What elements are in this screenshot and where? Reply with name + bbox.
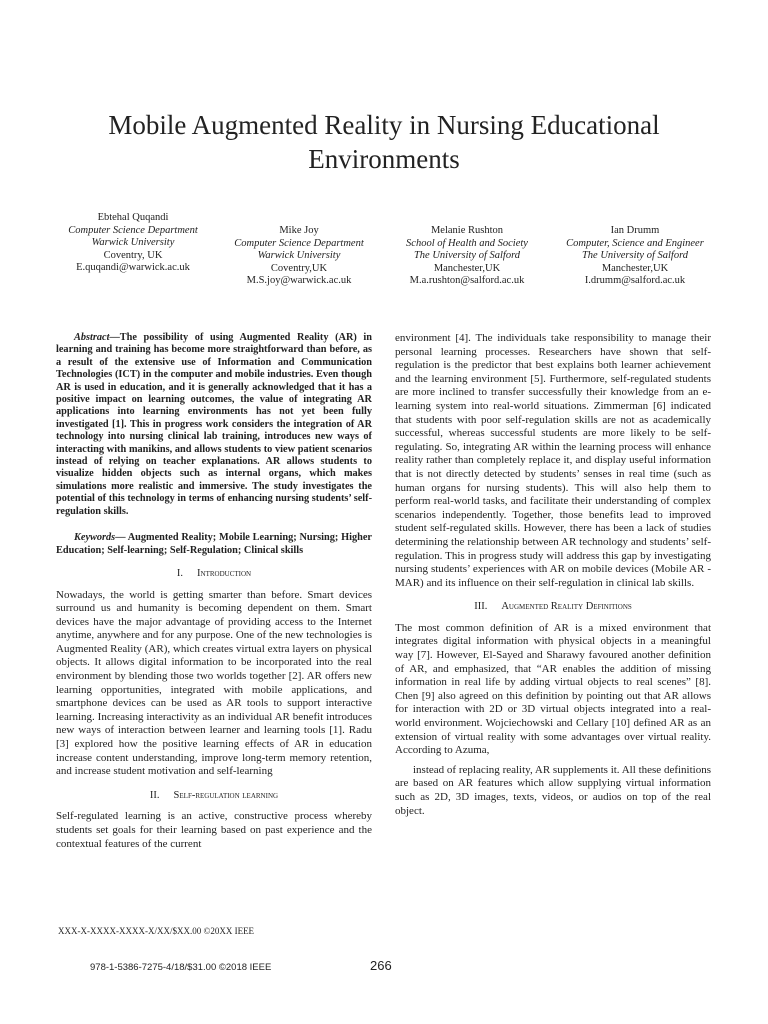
keywords-text: — Augmented Reality; Mobile Learning; Nursing; Higher Education; Self-learning; Self-Regulation; Clinical skills (56, 532, 372, 556)
author-email[interactable]: M.S.joy@warwick.ac.uk (246, 275, 352, 286)
abstract (56, 332, 372, 518)
section-heading-ar-definitions (395, 600, 711, 614)
ar-definitions-text: The most common definition of AR is a mixed environment that integrates digital information with physical objects in a meaningful way [7]. However, El-Sayed and Sharawy favoured another definition of AR, and emphasized, that “AR enables the addition of missing information in real life by adding virtual objects to real scenes” [8]. Chen [9] also agreed on this definition by pointing out that AR allows for interaction with 2D or 3D virtual objects integrated into a real-world environment. Wojciechowski and Cellary [10] defined AR as an extension of virtual reality with some advantages over virtual reality. According to Azuma, (395, 621, 711, 757)
author-dept: Computer Science Department (234, 237, 364, 249)
author-location: Coventry,UK (270, 262, 328, 274)
section-number: III. (474, 601, 488, 613)
author-block (218, 225, 380, 288)
author-org: The University of Salford (413, 250, 521, 261)
keywords (56, 532, 372, 557)
author-email[interactable]: I.drumm@salford.ac.uk (584, 275, 686, 286)
keywords-label: Keywords (74, 532, 116, 544)
section-heading-self-regulation (56, 789, 372, 803)
author-location: Manchester,UK (601, 262, 669, 274)
author-org: Warwick University (91, 237, 175, 248)
author-block (52, 212, 214, 275)
author-dept: School of Health and Society (406, 237, 528, 249)
author-name: Melanie Rushton (430, 225, 504, 236)
left-column (56, 332, 372, 851)
author-name: Ian Drumm (610, 225, 660, 236)
author-location: Manchester,UK (433, 262, 501, 274)
abstract-text: —The possibility of using Augmented Reality (AR) in learning and training has become more straightforward than before, as a result of the extensive use of Information and Communication Technologies (ICT) in the computer and mobile industries. Even though AR is used in education, and it is generally acknowledged that it has a positive impact on learning outcomes, the value of integrating AR applications into learning environments has not yet been fully investigated [1]. This in progress work considers the integration of AR technology into nursing clinical lab training, introduces new ways of interacting with manikins, and allows students to view patient scenarios instead of relying on teacher explanations. AR allows students to visualize hidden objects such as internal organs, which makes simulations more realistic and immersive. The study investigates the potential of this technology in terms of enhancing nursing students’ self-regulation skills. (56, 332, 372, 517)
section-title: Augmented Reality Definitions (501, 601, 632, 613)
author-email[interactable]: M.a.rushton@salford.ac.uk (409, 275, 525, 286)
section-title: Self-regulation learning (173, 789, 279, 801)
ar-definitions-text-continued: instead of replacing reality, AR supplements it. All these definitions are based on AR features which allow supplying virtual information such as 2D, 3D images, texts, videos, or audios on top of the real object. (395, 763, 711, 817)
page-number: 266 (370, 958, 392, 973)
self-regulation-text-continued: environment [4]. The individuals take responsibility to manage their personal learning processes. Researchers have shown that self-regulation is the predictor that best explains both learner achievement and the learning environment [5]. Furthermore, self-regulated students are more inclined to transfer successfully their knowledge from an e-learning system into real-world situations. Zimmerman [6] indicated that students with poor self-regulation skills are not as academically successful, whereas successful students are more likely to be self-regulating. So, integrating AR within the learning process will enhance reality rather than completely replace it, and display useful information that is not directly detected by students’ senses in real time (such as human organs for nursing students). This will also help them to perform real-world tasks, and facilitate their understanding of complex scenarios independently. Together, those benefits lead to improved student self-regulated skills. However, there has been a lack of studies determining the relationship between AR technology and students’ self-regulation. This in progress study will address this gap by investigating nursing students’ experiences with AR on mobile devices (Mobile AR - MAR) and its influence on their self-regulation in clinical lab skills. (395, 332, 711, 589)
section-heading-introduction (56, 567, 372, 581)
author-name: Mike Joy (279, 225, 319, 236)
author-email[interactable]: E.quqandi@warwick.ac.uk (76, 262, 190, 273)
author-location: Coventry, UK (103, 249, 163, 261)
self-regulation-text: Self-regulated learning is an active, constructive process whereby students set goals for their learning based on past experience and the contextual features of the current (56, 810, 372, 850)
abstract-label: Abstract (74, 332, 110, 343)
footer-copyright-placeholder: XXX-X-XXXX-XXXX-X/XX/$XX.00 ©20XX IEEE (58, 926, 255, 936)
footer-isbn: 978-1-5386-7275-4/18/$31.00 ©2018 IEEE (90, 962, 272, 973)
author-block (552, 225, 718, 288)
section-title: Introduction (197, 567, 252, 579)
right-column (395, 332, 711, 818)
section-number: II. (149, 789, 160, 801)
author-org: Warwick University (257, 250, 341, 261)
author-org: The University of Salford (581, 250, 689, 261)
author-name: Ebtehal Quqandi (97, 212, 169, 223)
paper-title: Mobile Augmented Reality in Nursing Educational Environments (108, 110, 660, 174)
introduction-text: Nowadays, the world is getting smarter than before. Smart devices surround us and humanity is becoming dependent on them. Smart devices have the major advantage of providing access to the Internet anytime, anywhere and for any purpose. One of the new technologies is Augmented Reality (AR), which creates virtual extra layers on physical objects. It allows digital information to be incorporated into the real environment by blending those two worlds together [2]. AR offers new learning opportunities, integrated with mobile applications, and smartphone devices can be used as AR tools to support interactive learning. Increasing interactivity as an individual AR benefit introduces new ways of interaction between learner and learning tools [1]. Radu [3] explored how the positive learning effects of AR in education increase content understanding, improve long-term memory retention, and increase student motivation and self-learning (56, 588, 372, 778)
author-block (386, 225, 548, 288)
author-dept: Computer Science Department (68, 224, 198, 236)
author-dept: Computer, Science and Engineer (566, 237, 704, 249)
section-number: I. (176, 567, 184, 579)
